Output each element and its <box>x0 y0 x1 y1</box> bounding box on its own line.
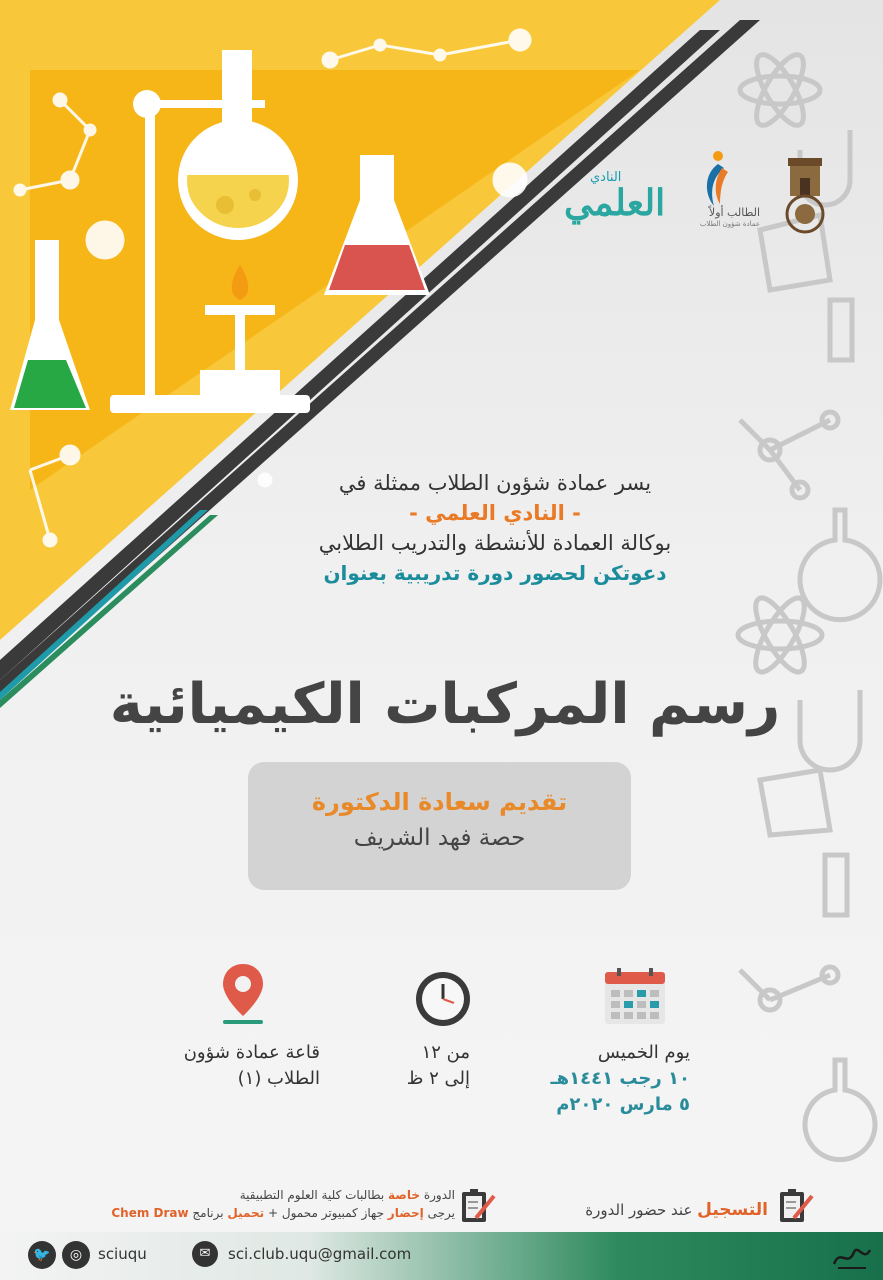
student-first-text: الطالب أولاً <box>708 206 760 219</box>
presenter-box <box>248 762 631 890</box>
twitter-icon[interactable]: 🐦 <box>28 1241 56 1269</box>
notes-text: الدورة <box>420 1188 455 1202</box>
notes-text: يرجى <box>423 1206 455 1220</box>
location-pin-icon <box>220 962 266 1026</box>
date-info <box>520 1040 690 1118</box>
course-title: رسم المركبات الكيميائية <box>109 672 781 737</box>
calendar-icon <box>605 968 665 1024</box>
presenter-name: حصة فهد الشريف <box>353 825 526 851</box>
course-notes <box>60 1186 455 1222</box>
intro-line-invite: دعوتكن لحضور دورة تدريبية بعنوان <box>323 561 667 585</box>
logos-row <box>560 150 830 240</box>
notes-highlight: إحضار <box>387 1206 424 1220</box>
clock-icon <box>414 970 472 1028</box>
notes-highlight: تحميل <box>227 1206 265 1220</box>
notes-software: Chem Draw <box>111 1206 189 1220</box>
email-address[interactable]: sci.club.uqu@gmail.com <box>228 1245 412 1263</box>
calligraphy-logo <box>830 1238 874 1274</box>
time-from: من ١٢ <box>421 1042 470 1063</box>
date-day: يوم الخميس <box>597 1042 690 1063</box>
student-first-icon <box>700 150 730 210</box>
notes-line-1 <box>60 1186 455 1204</box>
notes-highlight: خاصة <box>387 1188 421 1202</box>
registration-clipboard-icon <box>776 1186 814 1224</box>
science-club-logo <box>560 160 670 230</box>
intro-line-3: بوكالة العمادة للأنشطة والتدريب الطلابي <box>318 531 672 555</box>
club-logo-small-text: النادي <box>590 170 622 185</box>
location-info <box>150 1040 320 1092</box>
notes-text: بطالبات كلية العلوم التطبيقية <box>239 1188 388 1202</box>
registration-highlight: التسجيل <box>697 1200 768 1220</box>
notes-text: برنامج <box>188 1206 228 1220</box>
notes-line-2 <box>60 1204 455 1222</box>
registration-note <box>540 1200 768 1220</box>
social-handle[interactable]: sciuqu <box>98 1245 147 1263</box>
instagram-icon[interactable]: ◎ <box>62 1241 90 1269</box>
time-to: إلى ٢ ظ <box>406 1068 470 1089</box>
location-line-2: الطلاب (١) <box>237 1068 320 1089</box>
intro-line-club: - النادي العلمي - <box>409 501 581 525</box>
university-seal-icon <box>780 152 830 236</box>
student-first-logo <box>688 150 768 240</box>
registration-text: عند حضور الدورة <box>585 1201 698 1219</box>
student-first-subtext: عمادة شؤون الطلاب <box>699 220 760 228</box>
date-gregorian: ٥ مارس ٢٠٢٠م <box>556 1094 690 1115</box>
club-logo-big-text: العلمي <box>564 182 666 224</box>
location-line-1: قاعة عمادة شؤون <box>183 1042 320 1063</box>
date-hijri: ١٠ رجب ١٤٤١هـ <box>550 1068 690 1089</box>
intro-text <box>240 468 750 588</box>
email-icon: ✉ <box>192 1241 218 1267</box>
footer-bar <box>0 1232 883 1280</box>
intro-line-1: يسر عمادة شؤون الطلاب ممثلة في <box>338 471 652 495</box>
time-info <box>380 1040 470 1092</box>
presenter-label: تقديم سعادة الدكتورة <box>311 788 568 816</box>
clipboard-pen-icon <box>458 1186 496 1224</box>
notes-text: جهاز كمبيوتر محمول + <box>264 1206 388 1220</box>
